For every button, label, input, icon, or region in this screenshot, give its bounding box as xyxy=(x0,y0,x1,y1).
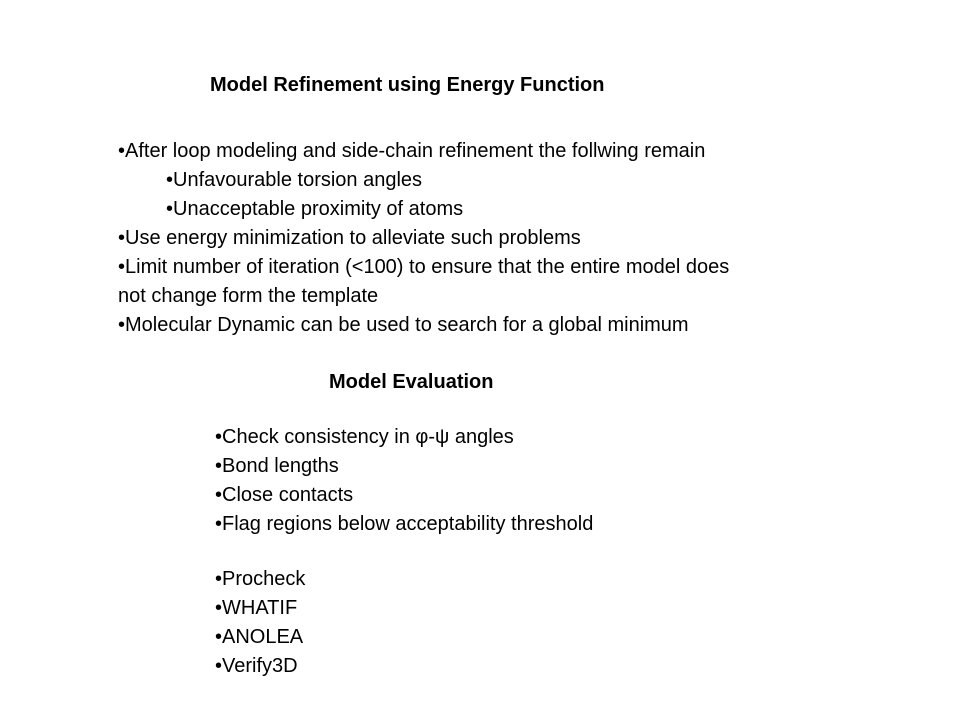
evaluation-tools xyxy=(215,565,305,681)
check-item: •Flag regions below acceptability threshold xyxy=(215,513,594,535)
refinement-title: Model Refinement using Energy Function xyxy=(210,74,605,96)
evaluation-checks xyxy=(215,423,593,539)
tool-item: •Verify3D xyxy=(215,655,298,677)
tool-item: •WHATIF xyxy=(215,597,298,619)
bullet-continuation-line: not change form the template xyxy=(118,285,379,307)
bullet-line: •Use energy minimization to alleviate such problems xyxy=(118,227,581,249)
refinement-bullets xyxy=(118,137,729,340)
bullet-line: •Molecular Dynamic can be used to search for a global minimum xyxy=(118,314,689,336)
sub-bullet-line: •Unfavourable torsion angles xyxy=(166,169,423,191)
tool-item: •ANOLEA xyxy=(215,626,304,648)
check-item: •Check consistency in φ-ψ angles xyxy=(215,426,514,448)
tool-item: •Procheck xyxy=(215,568,306,590)
sub-bullet-line: •Unacceptable proximity of atoms xyxy=(166,198,464,220)
check-item: •Close contacts xyxy=(215,484,354,506)
bullet-line: •After loop modeling and side-chain refinement the follwing remain xyxy=(118,140,706,162)
check-item: •Bond lengths xyxy=(215,455,339,477)
bullet-line: •Limit number of iteration (<100) to ensure that the entire model does xyxy=(118,256,730,278)
evaluation-title: Model Evaluation xyxy=(329,371,494,393)
